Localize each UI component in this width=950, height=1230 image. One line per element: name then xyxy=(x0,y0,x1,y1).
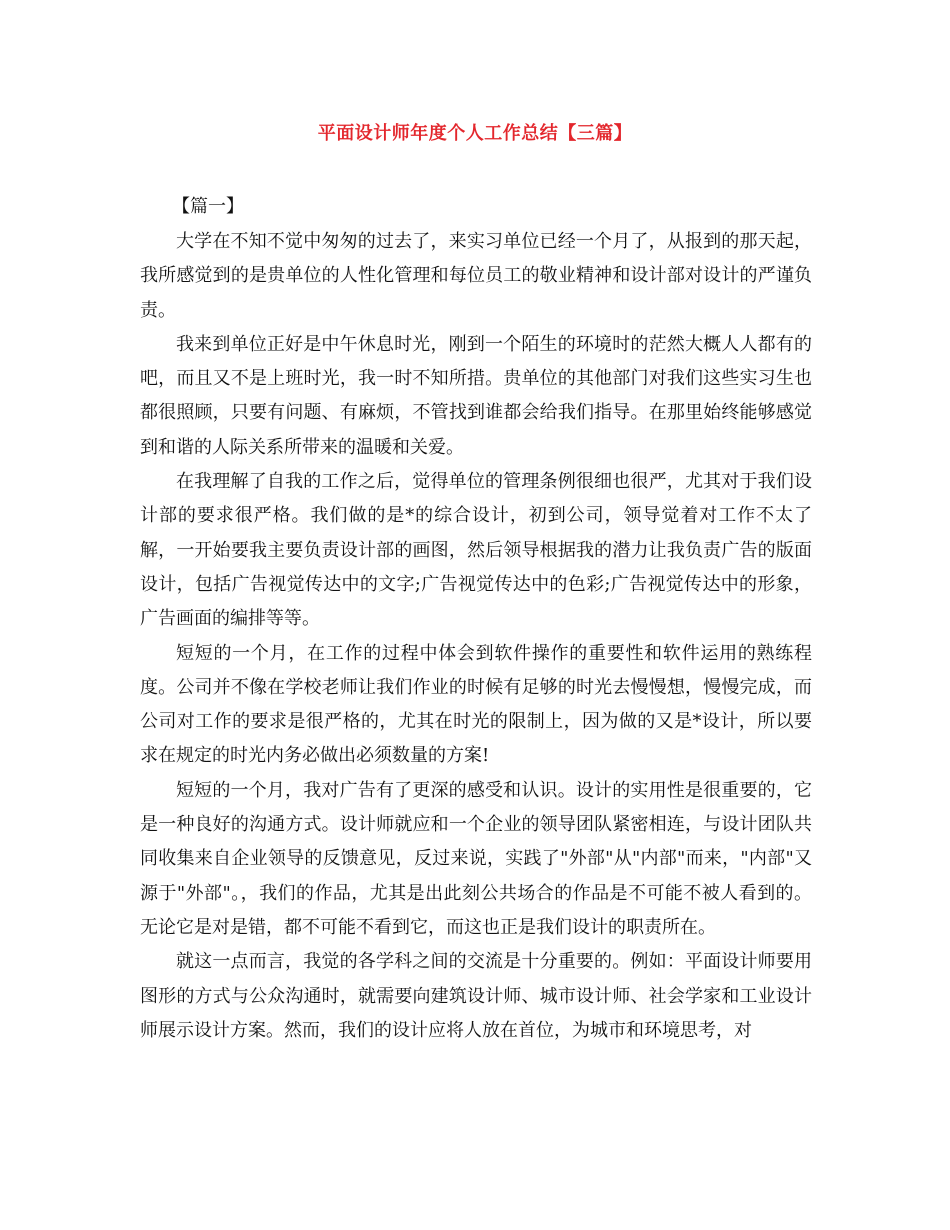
paragraph: 我来到单位正好是中午休息时光，刚到一个陌生的环境时的茫然大概人人都有的吧，而且又不是上班时光，我一时不知所措。贵单位的其他部门对我们这些实习生也都很照顾，只要有问题、有麻烦，不管找到谁都会给我们指导。在那里始终能够感觉到和谐的人际关系所带来的温暖和关爱。 xyxy=(140,333,812,458)
paragraph: 短短的一个月，我对广告有了更深的感受和认识。设计的实用性是很重要的，它是一种良好的沟通方式。设计师就应和一个企业的领导团队紧密相连，与设计团队共同收集来自企业领导的反馈意见，反过来说，实践了"外部"从"内部"而来，"内部"又源于"外部"。，我们的作品，尤其是出此刻公共场合的作品是不可能不被人看到的。无论它是对是错，都不可能不看到它，而这也正是我们设计的职责所在。 xyxy=(140,779,812,938)
paragraph: 大学在不知不觉中匆匆的过去了，来实习单位已经一个月了，从报到的那天起，我所感觉到的是贵单位的人性化管理和每位员工的敬业精神和设计部对设计的严谨负责。 xyxy=(140,231,812,321)
paragraph: 在我理解了自我的工作之后，觉得单位的管理条例很细也很严，尤其对于我们设计部的要求很严格。我们做的是*的综合设计，初到公司，领导觉着对工作不太了解，一开始要我主要负责设计部的画图，然后领导根据我的潜力让我负责广告的版面设计，包括广告视觉传达中的文字;广告视觉传达中的色彩;广告视觉传达中的形象，广告画面的编排等等。 xyxy=(140,471,812,630)
document-title: 平面设计师年度个人工作总结【三篇】 xyxy=(317,123,633,144)
paragraph: 短短的一个月，在工作的过程中体会到软件操作的重要性和软件运用的熟练程度。公司并不像在学校老师让我们作业的时候有足够的时光去慢慢想，慢慢完成，而公司对工作的要求是很严格的，尤其在时光的限制上，因为做的又是*设计，所以要求在规定的时光内务必做出必须数量的方案! xyxy=(140,642,812,767)
section-heading: 【篇一】 xyxy=(172,196,244,217)
document-body xyxy=(140,225,812,1048)
paragraph: 就这一点而言，我觉的各学科之间的交流是十分重要的。例如：平面设计师要用图形的方式与公众沟通时，就需要向建筑设计师、城市设计师、社会学家和工业设计师展示设计方案。然而，我们的设计应将人放在首位，为城市和环境思考，对 xyxy=(140,951,812,1041)
